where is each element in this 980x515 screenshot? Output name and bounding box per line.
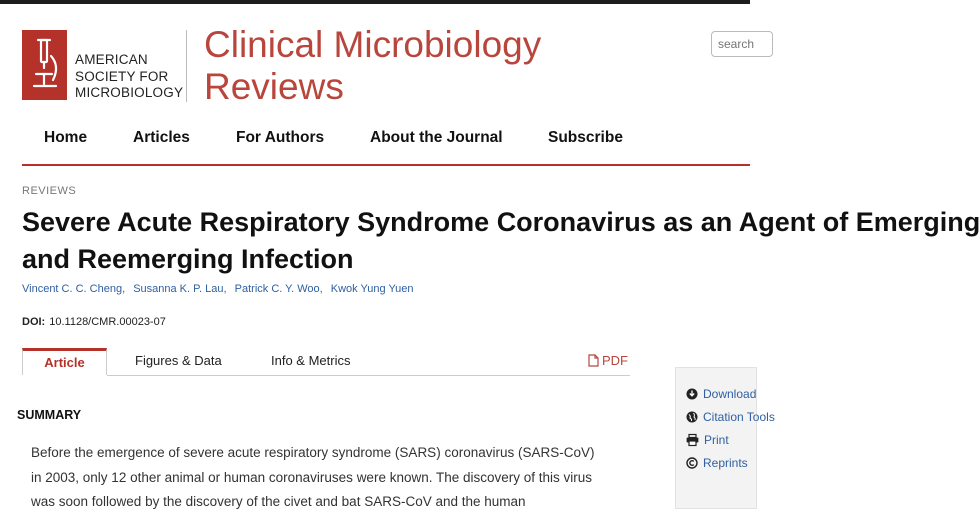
asm-line-2: SOCIETY FOR xyxy=(75,68,169,84)
doi-value[interactable]: 10.1128/CMR.00023-07 xyxy=(49,316,166,328)
tab-pdf-label: PDF xyxy=(602,353,628,368)
tab-pdf[interactable] xyxy=(588,353,628,368)
copyright-icon xyxy=(686,457,698,469)
tab-info-metrics[interactable]: Info & Metrics xyxy=(271,353,351,368)
reprints-label: Reprints xyxy=(703,456,748,470)
tabs-divider xyxy=(107,375,630,376)
summary-line: in 2003, only 12 other animal or human coronaviruses were known. The discovery of this virus xyxy=(31,469,593,485)
tab-article[interactable] xyxy=(22,348,107,375)
nav-divider xyxy=(22,164,750,166)
tab-article-label: Article xyxy=(44,355,85,370)
citation-label: Citation Tools xyxy=(703,410,775,424)
tab-figures-data[interactable]: Figures & Data xyxy=(135,353,222,368)
main-nav xyxy=(0,129,750,155)
journal-title-line-2: Reviews xyxy=(204,66,344,107)
article-title-line-2: and Reemerging Infection xyxy=(22,244,354,274)
author-link[interactable]: Kwok Yung Yuen xyxy=(330,283,414,295)
summary-line: was soon followed by the discovery of the civet and bat SARS-CoV and the human xyxy=(31,494,526,509)
nav-home[interactable]: Home xyxy=(44,129,88,146)
article-title xyxy=(22,204,980,278)
summary-heading: SUMMARY xyxy=(17,408,82,422)
article-title-line-1: Severe Acute Respiratory Syndrome Coronavirus as an Agent of Emerging xyxy=(22,207,980,237)
journal-title-line-1: Clinical Microbiology xyxy=(204,24,542,65)
reprints-tool[interactable] xyxy=(686,456,748,470)
doi xyxy=(22,316,166,328)
logo-divider xyxy=(186,30,187,102)
journal-title[interactable] xyxy=(204,24,541,108)
print-label: Print xyxy=(704,433,729,447)
window-top-edge xyxy=(0,0,750,4)
print-icon xyxy=(686,434,699,446)
asm-logo[interactable] xyxy=(22,30,67,100)
globe-icon xyxy=(686,411,698,423)
author-list xyxy=(22,283,419,295)
download-label: Download xyxy=(703,387,757,401)
asm-line-1: AMERICAN xyxy=(75,52,148,67)
microscope-icon xyxy=(22,30,67,100)
nav-for-authors[interactable]: For Authors xyxy=(236,129,325,146)
print-tool[interactable] xyxy=(686,433,729,447)
article-tabs xyxy=(22,348,630,376)
author-link[interactable]: Patrick C. Y. Woo, xyxy=(234,283,323,295)
article-tools-panel xyxy=(675,367,775,509)
summary-body xyxy=(31,441,631,515)
doi-label: DOI: xyxy=(22,316,46,328)
search-input[interactable] xyxy=(712,32,772,56)
asm-line-3: MICROBIOLOGY xyxy=(75,85,184,100)
author-link[interactable]: Vincent C. C. Cheng, xyxy=(22,283,126,295)
nav-about-the-journal[interactable]: About the Journal xyxy=(370,129,503,146)
author-link[interactable]: Susanna K. P. Lau, xyxy=(133,283,227,295)
pdf-file-icon xyxy=(588,354,599,367)
download-tool[interactable] xyxy=(686,387,756,401)
search-box[interactable] xyxy=(711,31,773,57)
nav-subscribe[interactable]: Subscribe xyxy=(548,129,623,146)
download-icon xyxy=(686,388,698,400)
nav-articles[interactable]: Articles xyxy=(133,129,190,146)
citation-tool[interactable] xyxy=(686,410,775,424)
section-label: REVIEWS xyxy=(22,185,77,197)
summary-line: Before the emergence of severe acute respiratory syndrome (SARS) coronavirus (SARS-CoV) xyxy=(31,445,595,460)
asm-wordmark[interactable] xyxy=(75,52,183,102)
